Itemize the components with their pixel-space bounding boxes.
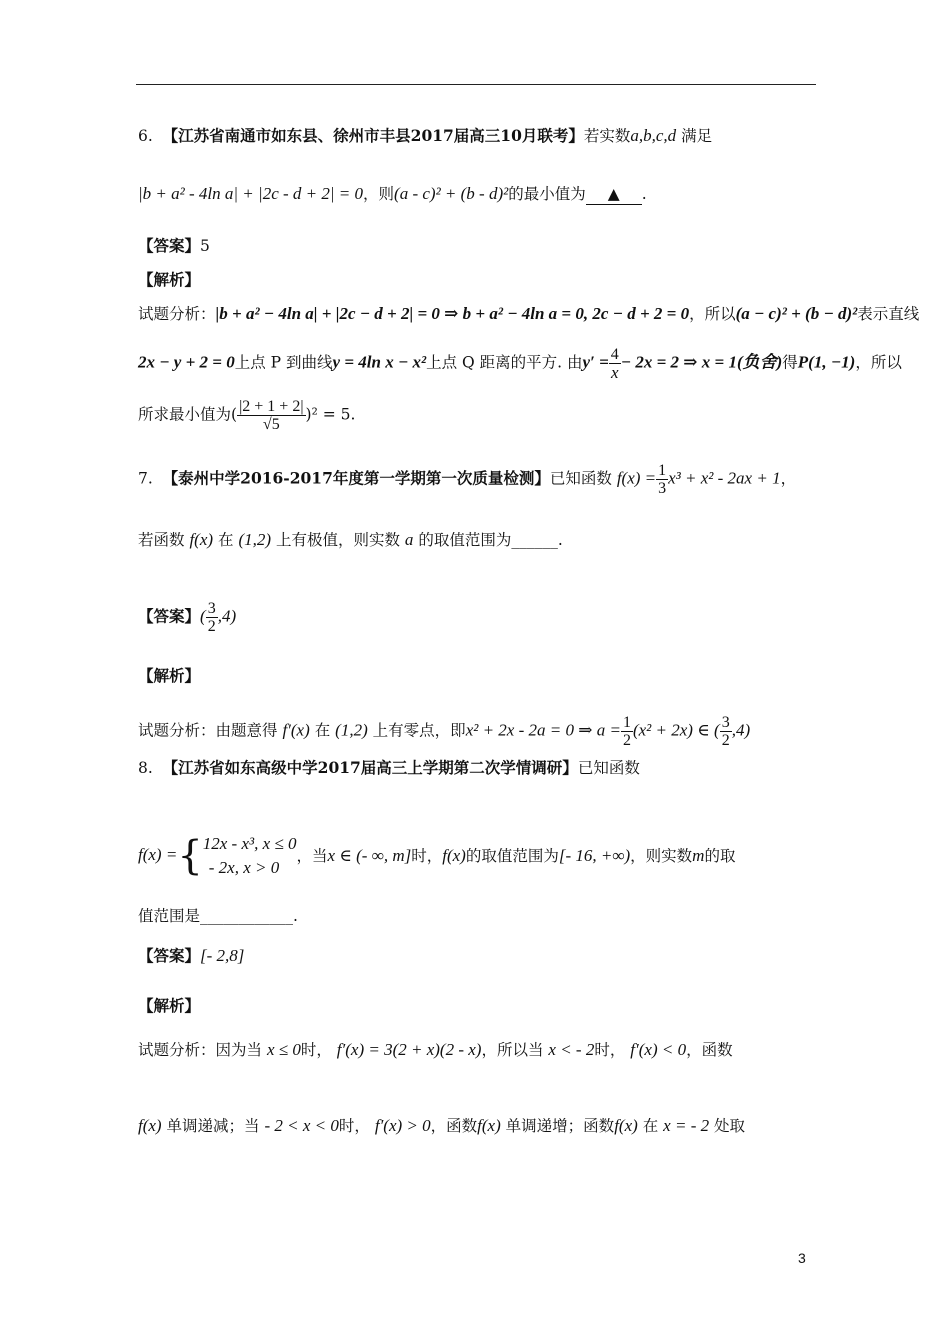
q6-a2-a: 上点 P 到曲线 bbox=[234, 353, 333, 372]
q8-a2-d: 单调递增；函数 bbox=[505, 1117, 615, 1135]
q8-line3 bbox=[138, 906, 298, 926]
q6-a2-frac bbox=[609, 346, 621, 381]
q7-an-end: ,4) bbox=[731, 720, 751, 740]
q6-vars: a,b,c,d bbox=[630, 126, 677, 145]
q6-ask: 的最小值为 bbox=[508, 185, 586, 203]
q8-a2-f: f(x) bbox=[138, 1116, 162, 1135]
q7-line2 bbox=[138, 530, 563, 550]
q8-a1-c: ，所以当 bbox=[481, 1041, 544, 1059]
q7-an-frac2 bbox=[720, 714, 732, 749]
q6-answer bbox=[138, 236, 210, 256]
q8-case2: - 2x, x > 0 bbox=[208, 858, 280, 877]
q6-a2-line: 2x − y + 2 = 0 bbox=[138, 352, 235, 372]
q8-function-line bbox=[138, 832, 735, 880]
q7-stem-lead: 已知函数 bbox=[549, 469, 612, 488]
q6-a2-curve: y = 4ln x − x² bbox=[332, 352, 427, 372]
q7-source: 【泰州中学2016-2017年度第一学期第一次质量检测】 bbox=[162, 468, 550, 488]
q7-an-frac2-num: 3 bbox=[721, 714, 730, 731]
q8-a2-a: 单调递减；当 bbox=[166, 1117, 260, 1135]
q6-a2-deriv-rhs: − 2x = 2 ⇒ x = 1(负舍) bbox=[620, 352, 783, 372]
q7-func-rhs: x³ + x² - 2ax + 1 bbox=[668, 468, 781, 488]
q8-a1-cond: x ≤ 0 bbox=[266, 1040, 301, 1059]
q7-an-interval: (1,2) bbox=[335, 720, 368, 740]
q6-number: 6. bbox=[138, 127, 153, 145]
q8-when: ，当 bbox=[296, 847, 328, 865]
q6-a1-end: 表示直线 bbox=[857, 305, 920, 323]
q6-stem bbox=[138, 126, 712, 146]
q7-l2-d: 的取值范围为 bbox=[418, 531, 512, 549]
q7-stem bbox=[138, 462, 796, 497]
q6-answer-label: 【答案】 bbox=[138, 236, 201, 255]
q7-l2-interval: (1,2) bbox=[238, 530, 272, 549]
q6-a1-math: |b + a² − 4ln a| + |2c − d + 2| = 0 ⇒ b + a² − 4ln a = 0, 2c − d + 2 = 0 bbox=[215, 304, 690, 323]
q8-range-lead: 的取值范围为 bbox=[465, 847, 559, 865]
q8-a2-e: 在 bbox=[642, 1117, 659, 1135]
q6-analysis-line2 bbox=[138, 346, 902, 381]
q8-a2-f3: f(x) bbox=[614, 1116, 638, 1135]
q6-a3-lead: 所求最小值为 bbox=[138, 405, 232, 424]
q7-answer-close: ,4) bbox=[217, 606, 237, 626]
q7-l2-f: f(x) bbox=[189, 530, 214, 549]
q8-a1-d: 时， bbox=[594, 1041, 626, 1059]
q8-a1-cond2: x < - 2 bbox=[548, 1040, 595, 1059]
q8-case1: 12x - x³, x ≤ 0 bbox=[202, 834, 297, 853]
q7-func-frac-num: 1 bbox=[658, 462, 667, 479]
q8-analysis-line1 bbox=[138, 1040, 733, 1060]
q8-stem bbox=[138, 758, 640, 778]
q8-a2-ineq: f′(x) > 0 bbox=[374, 1116, 431, 1135]
q8-cases bbox=[203, 832, 297, 880]
q7-answer bbox=[138, 600, 236, 635]
q6-a2-frac-den: x bbox=[611, 363, 619, 382]
q8-analysis-label bbox=[138, 996, 200, 1016]
q6-a2-deriv-lhs: y′ = bbox=[582, 352, 609, 372]
q7-an-eq: x² + 2x - 2a = 0 ⇒ a = bbox=[465, 720, 621, 740]
q7-an-frac-num: 1 bbox=[622, 714, 631, 731]
q6-stem-lead: 若实数 bbox=[583, 127, 631, 145]
q6-analysis-label bbox=[138, 270, 200, 290]
q7-l2-var: a bbox=[404, 530, 414, 549]
q7-l2-end: ______. bbox=[511, 531, 563, 549]
q6-source: 【江苏省南通市如东县、徐州市丰县2017届高三10月联考】 bbox=[162, 126, 584, 145]
page-number: 3 bbox=[798, 1250, 806, 1266]
q8-analysis-label-text: 【解析】 bbox=[138, 996, 201, 1015]
q8-a2-c: ，函数 bbox=[430, 1117, 478, 1135]
q7-an-b: 在 bbox=[314, 721, 331, 740]
q6-a3-tail: )² = 5. bbox=[305, 405, 356, 424]
q7-l2-c: 上有极值，则实数 bbox=[275, 531, 400, 549]
q6-a3-frac-num: |2 + 1 + 2| bbox=[239, 398, 304, 415]
header-rule bbox=[136, 84, 816, 85]
q8-answer-label: 【答案】 bbox=[138, 946, 201, 965]
q6-blank: ▲ bbox=[586, 184, 642, 205]
q8-domain: x ∈ (- ∞, m] bbox=[327, 846, 412, 865]
q7-an-frac2-den: 2 bbox=[721, 732, 730, 749]
q8-a2-cond: - 2 < x < 0 bbox=[264, 1116, 339, 1135]
q6-a3-frac-den: √5 bbox=[262, 416, 280, 433]
q6-a2-point: P(1, −1) bbox=[797, 352, 856, 372]
q7-number: 7. bbox=[138, 469, 153, 488]
q8-range-tail: ，则实数 bbox=[630, 847, 693, 865]
q7-analysis-label-text: 【解析】 bbox=[138, 666, 201, 685]
q6-period: . bbox=[641, 185, 647, 203]
q7-comma: ， bbox=[780, 469, 797, 488]
q8-a1-b: 时， bbox=[300, 1041, 332, 1059]
q6-a2-frac-num: 4 bbox=[610, 346, 619, 363]
q8-a2-b: 时， bbox=[338, 1117, 370, 1135]
q8-f: f(x) bbox=[442, 846, 466, 865]
q6-condition: |b + a² - 4ln a| + |2c - d + 2| = 0 bbox=[138, 184, 364, 203]
q8-a2-end: 处取 bbox=[714, 1117, 746, 1135]
q8-source: 【江苏省如东高级中学2017届高三上学期第二次学情调研】 bbox=[162, 758, 578, 777]
q6-a3-frac bbox=[237, 398, 305, 433]
q7-an-a: 试题分析：由题意得 bbox=[138, 721, 278, 740]
q8-a1-ineq: f′(x) < 0 bbox=[630, 1040, 687, 1059]
q8-left-brace: { bbox=[177, 833, 203, 879]
q8-stem-lead: 已知函数 bbox=[577, 759, 640, 777]
q8-number: 8. bbox=[138, 759, 153, 777]
q8-a1-deriv: f′(x) = 3(2 + x)(2 - x) bbox=[336, 1040, 482, 1059]
q6-analysis-label-text: 【解析】 bbox=[138, 270, 201, 289]
q8-answer-value: [- 2,8] bbox=[200, 946, 245, 965]
q8-range: [- 16, +∞) bbox=[558, 846, 631, 865]
q7-l2-b: 在 bbox=[217, 531, 234, 549]
q6-then: ，则 bbox=[363, 185, 395, 203]
q7-an-fprime: f′(x) bbox=[282, 720, 310, 740]
q6-a1-tail: ，所以 bbox=[689, 305, 736, 323]
q8-a1-e: ，函数 bbox=[686, 1041, 733, 1059]
q8-line3-text: 值范围是____________. bbox=[138, 907, 298, 925]
q7-answer-frac-num: 3 bbox=[207, 600, 216, 617]
q7-answer-open: ( bbox=[200, 606, 206, 626]
q8-take: 的取 bbox=[704, 847, 736, 865]
q8-answer bbox=[138, 946, 244, 966]
q6-analysis-line3: 所求最小值为( $\frac{|2 + 1 + 2|}{√5}$ )² = 5. bbox=[138, 398, 356, 433]
q6-a2-end: ，所以 bbox=[855, 353, 902, 372]
q8-a2-pt: x = - 2 bbox=[663, 1116, 710, 1135]
q7-answer-label: 【答案】 bbox=[138, 606, 201, 626]
q7-func-lhs: f(x) = bbox=[616, 468, 657, 488]
q6-expression: (a - c)² + (b - d)² bbox=[394, 184, 509, 203]
q7-func-frac-den: 3 bbox=[658, 480, 667, 497]
q7-answer-frac-den: 2 bbox=[207, 618, 216, 635]
q6-answer-value: 5 bbox=[200, 237, 210, 255]
q6-stem-tail: 满足 bbox=[681, 127, 713, 145]
q7-an-c: 上有零点，即 bbox=[372, 721, 466, 740]
q8-a2-f2: f(x) bbox=[477, 1116, 501, 1135]
q6-condition-line bbox=[138, 184, 647, 205]
q6-a2-b: 上点 Q 距离的平方. 由 bbox=[426, 353, 583, 372]
q7-an-eq2: (x² + 2x) ∈ ( bbox=[632, 720, 720, 740]
q7-analysis bbox=[138, 714, 750, 749]
q8-analysis-line2 bbox=[138, 1116, 745, 1136]
q8-when2: 时， bbox=[411, 847, 443, 865]
q8-m: m bbox=[692, 846, 705, 865]
q7-an-frac-den: 2 bbox=[622, 732, 631, 749]
q8-func-lhs: f(x) = bbox=[138, 845, 178, 864]
q7-func-frac bbox=[656, 462, 668, 497]
q7-analysis-label bbox=[138, 666, 200, 686]
q7-l2-a: 若函数 bbox=[138, 531, 185, 549]
q7-an-frac bbox=[621, 714, 633, 749]
q6-analysis-line1 bbox=[138, 304, 919, 324]
q6-a2-c: 得 bbox=[782, 353, 798, 372]
q6-a1-expr: (a − c)² + (b − d)² bbox=[735, 304, 858, 323]
q8-a1: 试题分析：因为当 bbox=[138, 1041, 263, 1059]
q6-a1-lead: 试题分析： bbox=[138, 305, 216, 323]
q7-answer-frac bbox=[206, 600, 218, 635]
